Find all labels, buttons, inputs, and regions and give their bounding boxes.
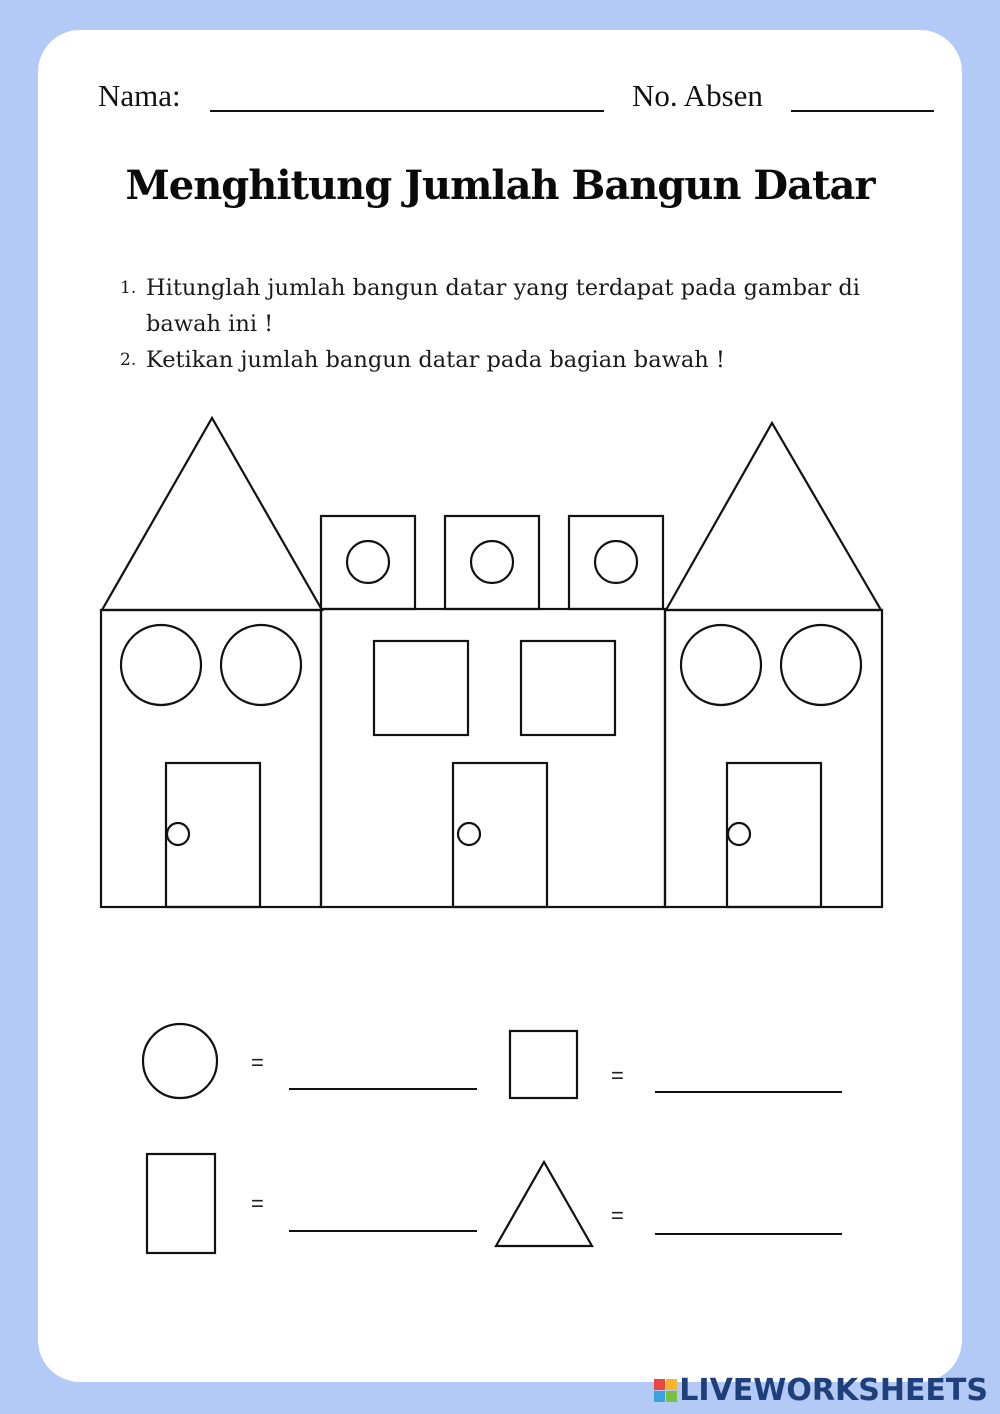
liveworksheets-logo-text: LIVEWORKSHEETS bbox=[679, 1373, 988, 1408]
middle-window-square bbox=[374, 641, 468, 735]
left-door-knob bbox=[167, 823, 189, 845]
legend-square-icon bbox=[510, 1031, 577, 1098]
middle-window-square bbox=[521, 641, 615, 735]
triangle-answer-field[interactable] bbox=[655, 1205, 842, 1235]
logo-tile bbox=[654, 1379, 665, 1390]
right-house-body bbox=[665, 610, 882, 907]
middle-top-circle bbox=[347, 541, 389, 583]
right-window-circle bbox=[681, 625, 761, 705]
right-door-knob bbox=[728, 823, 750, 845]
middle-top-box bbox=[569, 516, 663, 609]
liveworksheets-logo-icon bbox=[654, 1379, 677, 1402]
middle-top-circle bbox=[471, 541, 513, 583]
left-window-circle bbox=[221, 625, 301, 705]
equals-sign: = bbox=[611, 1203, 624, 1228]
legend-rectangle-icon bbox=[147, 1154, 215, 1253]
instruction-text: Hitunglah jumlah bangun datar yang terdapat pada gambar di bawah ini ! bbox=[146, 275, 860, 337]
left-roof-triangle bbox=[102, 418, 322, 610]
middle-top-box bbox=[321, 516, 415, 609]
left-house-body bbox=[101, 610, 321, 907]
left-window-circle bbox=[121, 625, 201, 705]
liveworksheets-logo bbox=[654, 1373, 988, 1408]
logo-tile bbox=[666, 1391, 677, 1402]
legend-circle-icon bbox=[143, 1024, 217, 1098]
right-roof-triangle bbox=[666, 423, 881, 610]
logo-tile bbox=[654, 1391, 665, 1402]
instruction-number: 1. bbox=[120, 278, 137, 298]
left-door-rect bbox=[166, 763, 260, 907]
middle-door-rect bbox=[453, 763, 547, 907]
name-label: Nama: bbox=[98, 78, 181, 113]
equals-sign: = bbox=[251, 1050, 264, 1075]
rectangle-answer-input[interactable] bbox=[289, 1202, 477, 1230]
absen-label: No. Absen bbox=[632, 78, 763, 113]
middle-door-knob bbox=[458, 823, 480, 845]
triangle-answer-input[interactable] bbox=[655, 1205, 842, 1233]
middle-house-body bbox=[321, 609, 665, 907]
square-answer-input[interactable] bbox=[655, 1063, 842, 1091]
legend-triangle-icon bbox=[496, 1162, 592, 1246]
logo-tile bbox=[666, 1379, 677, 1390]
instruction-text: Ketikan jumlah bangun datar pada bagian bawah ! bbox=[146, 347, 725, 373]
middle-top-box bbox=[445, 516, 539, 609]
equals-sign: = bbox=[611, 1063, 624, 1088]
circle-answer-field[interactable] bbox=[289, 1060, 477, 1090]
right-window-circle bbox=[781, 625, 861, 705]
circle-answer-input[interactable] bbox=[289, 1060, 477, 1088]
rectangle-answer-field[interactable] bbox=[289, 1202, 477, 1232]
equals-sign: = bbox=[251, 1191, 264, 1216]
right-door-rect bbox=[727, 763, 821, 907]
square-answer-field[interactable] bbox=[655, 1063, 842, 1093]
middle-top-circle bbox=[595, 541, 637, 583]
page-title: Menghitung Jumlah Bangun Datar bbox=[125, 162, 875, 209]
instruction-number: 2. bbox=[120, 350, 137, 370]
